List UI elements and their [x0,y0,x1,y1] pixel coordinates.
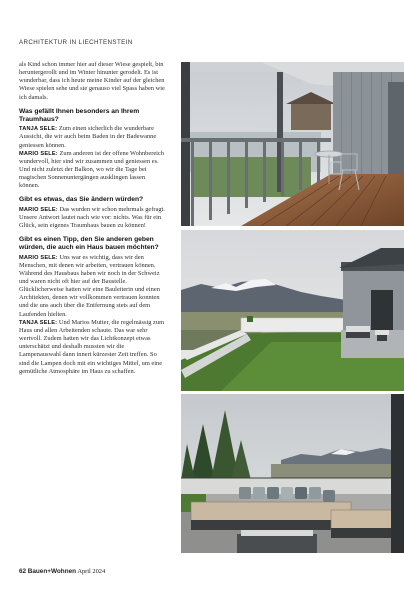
speaker-label: TANJA SELE: [19,319,58,326]
speaker-label: MARIO SELE: [19,206,58,213]
answer-text: Uns war es wichtig, dass wir den Menschen, mit denen wir arbeiten, vertrauen können. Während des Hausbaus haben wir noch in der Schweiz und waren nicht oft hier auf der Baustelle. Glücklicherweise hatten wir eine Bauleiterin und einen Architekten, denen wir vollkommen vertrauen konnten und die uns auch über die Entfernung stets auf dem Laufenden hielten. [19,253,160,318]
answer-paragraph [19,319,166,376]
terrace-photo [181,230,404,391]
lounge-photo [181,394,404,553]
answer-paragraph [19,206,166,230]
question-heading: Was gefällt Ihnen besonders an Ihrem Traumhaus? [19,107,140,123]
page-number: 62 [19,568,27,575]
question-heading: Gibt es etwas, das Sie ändern würden? [19,196,144,204]
speaker-label: TANJA SELE: [19,126,58,133]
answer-paragraph [19,254,166,319]
answer-paragraph [19,125,166,149]
magazine-name: Bauen+Wohnen [27,568,77,575]
balcony-photo [181,62,404,226]
answer-text: Zum einen sicherlich die wunderbare Aussicht, die wir auch beim Baden in der Badewanne geniessen können. [19,125,157,149]
answer-text: Das wurden wir schon mehrmals gefragt. Unsere Antwort lautet nach wie vor: nichts. Was für ein Glück, sein eigenes Traumhaus bauen zu können! [19,205,165,229]
article-text-column [19,61,166,376]
speaker-label: MARIO SELE: [19,150,58,157]
intro-paragraph: als Kind schon immer hier auf dieser Wiese gespielt, bin heruntergerollt und im Winter hinunter gerodelt. Es ist wunderbar, dass ich heute meine Kinder auf der gleichen Wiese spielen sehe und sie genauso viel Spass haben wie ich damals. [19,61,165,101]
section-kicker: ARCHITEKTUR IN LIECHTENSTEIN [19,39,133,46]
issue-date: April 2024 [77,568,106,575]
speaker-label: MARIO SELE: [19,254,58,261]
answer-text: Und Marios Mutter, die regelmässig zum Haus und allen Arbeitenden schaute. Das war sehr wertvoll. Zudem hatten wir das Lichtkonzept etwas unterschätzt und deshalb mussten wir die Lampenauswahl dann innert kürzester Zeit treffen. So sind die Lampen doch mit ein wichtiges Mittel, um eine gemütliche Atmosphäre im Haus zu schaffen. [19,318,165,375]
question-heading: Gibt es einen Tipp, den Sie anderen geben würden, die auch ein Haus bauen möchten? [19,236,159,252]
page-footer [19,568,105,575]
answer-paragraph [19,150,166,191]
answer-text: Zum anderen ist der offene Wohnbereich wundervoll, hier sind wir zusammen und geniessen es. Und nicht zuletzt der Balkon, wo wir die Tage bei magischen Sonnenuntergängen ausklingen lassen können. [19,149,164,190]
